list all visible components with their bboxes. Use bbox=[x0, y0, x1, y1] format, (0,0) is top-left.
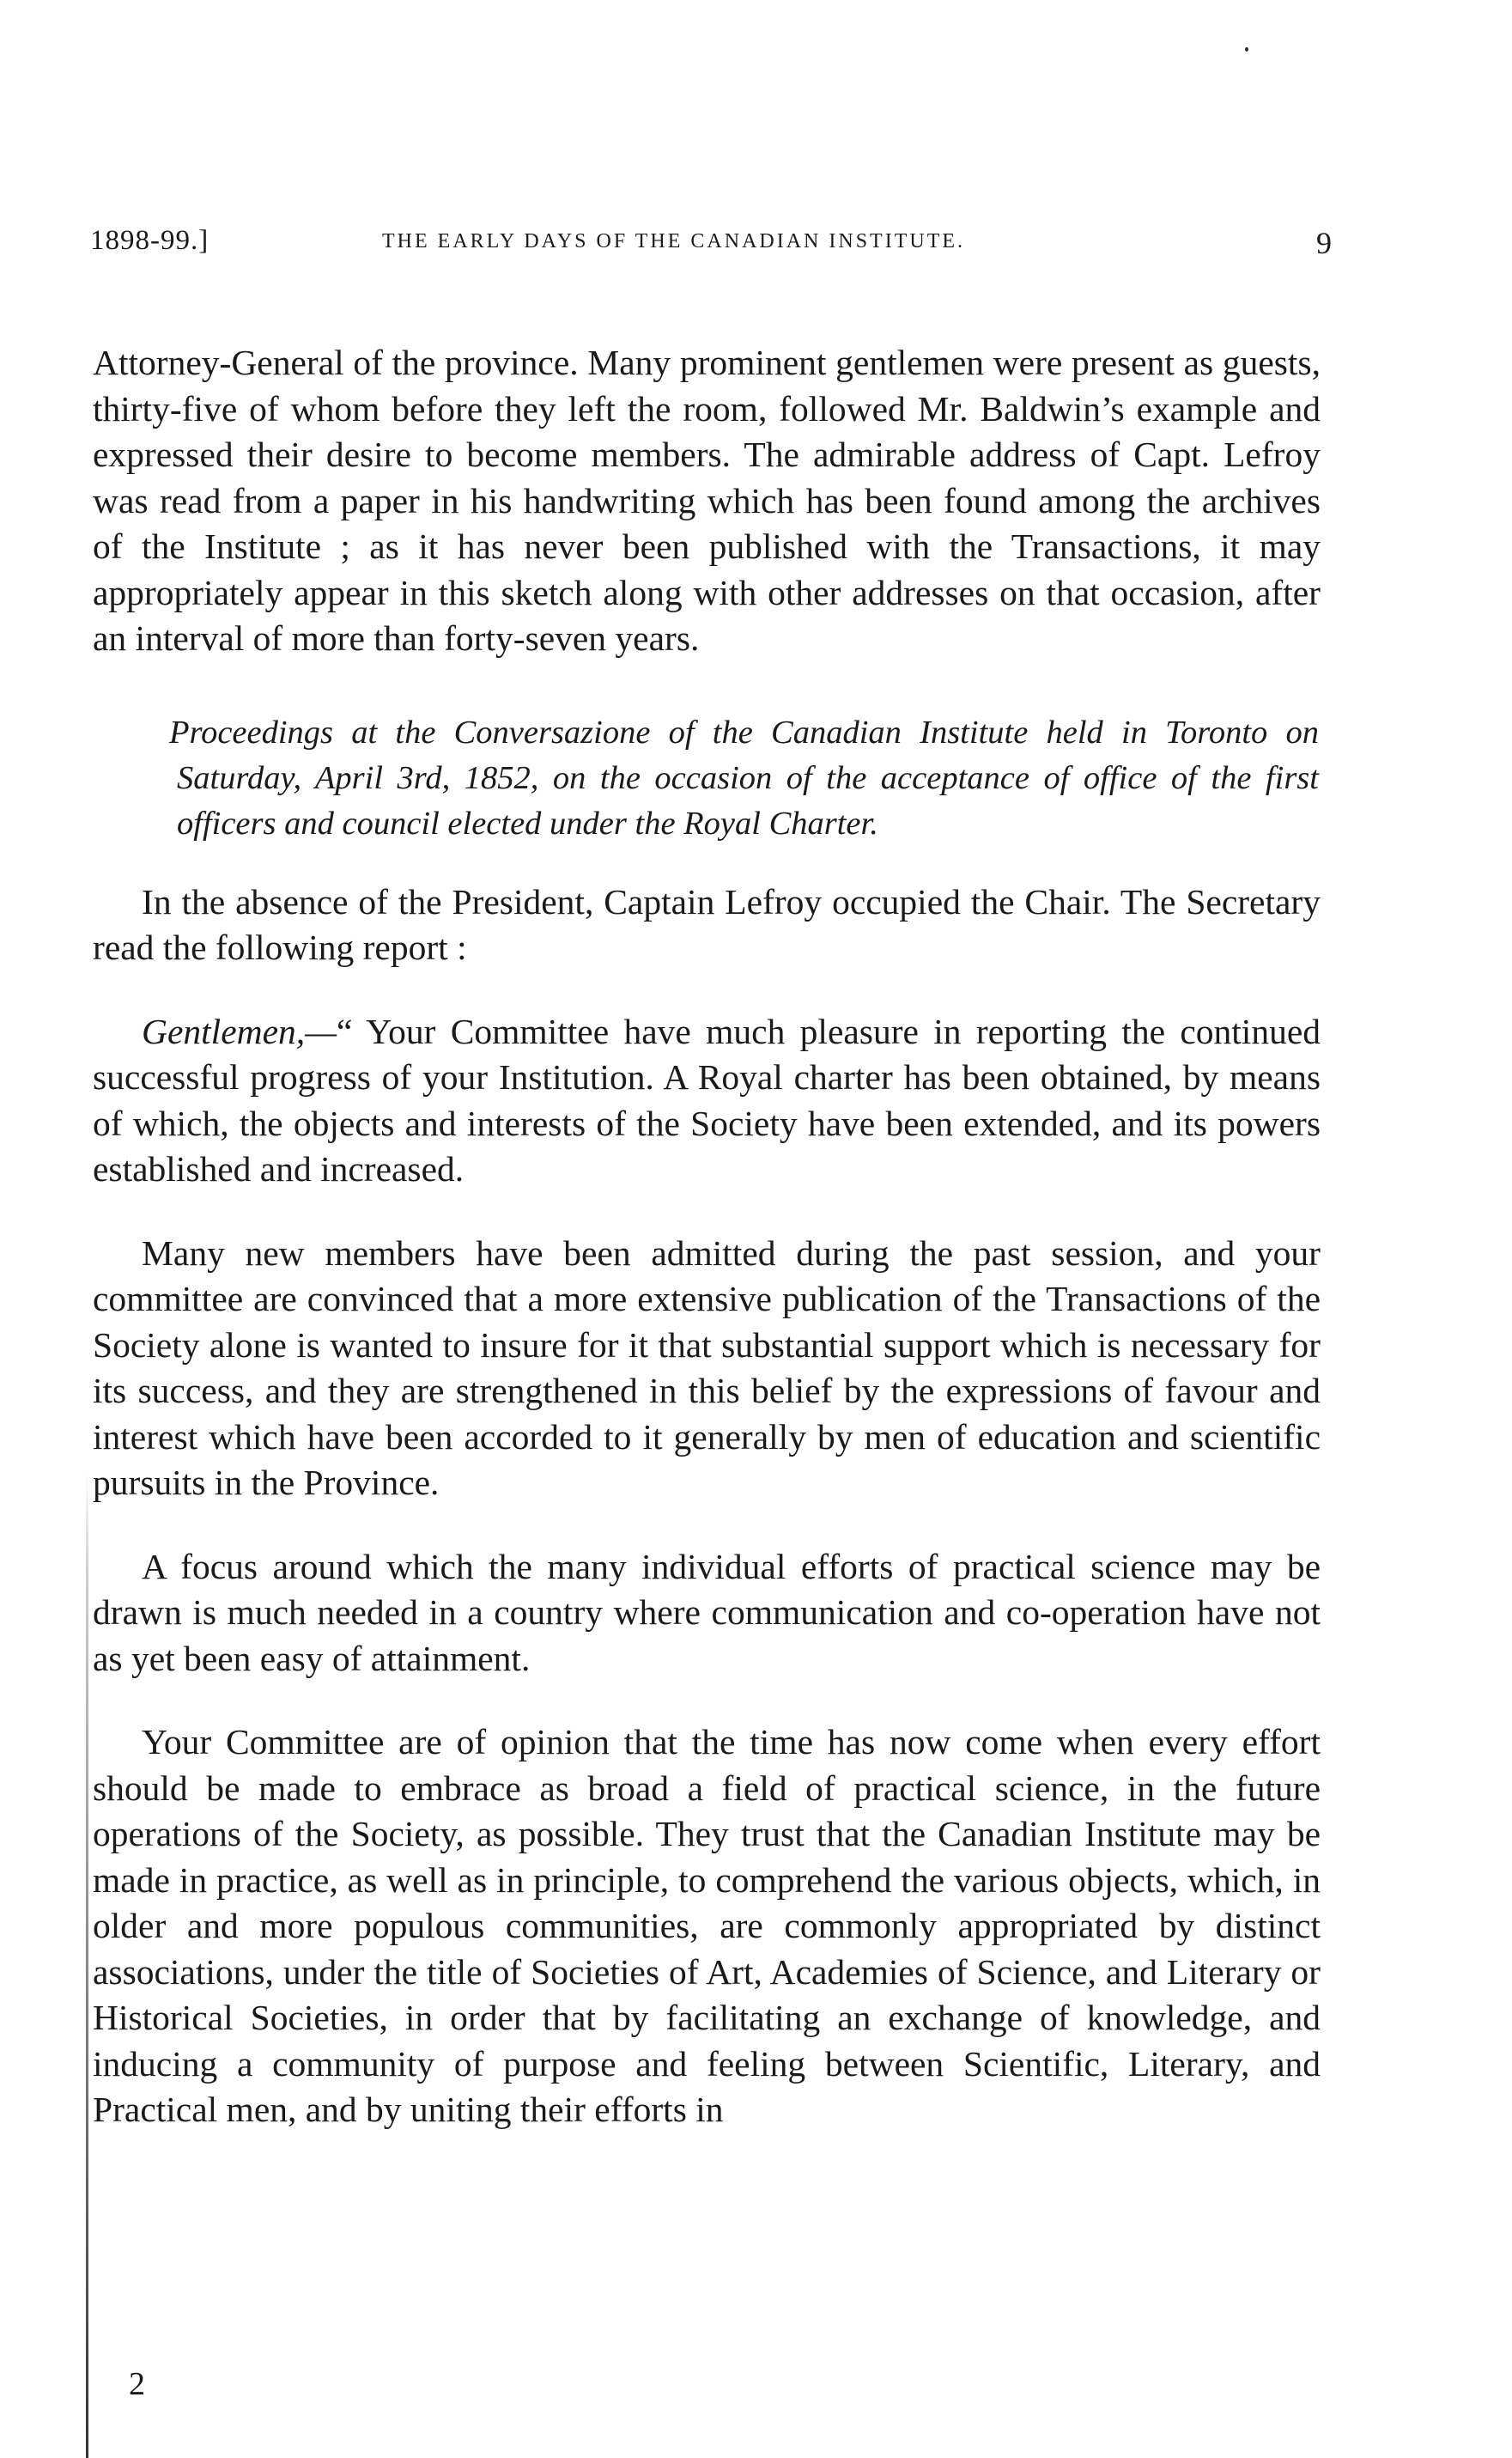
volume-years: 1898-99.] bbox=[90, 225, 209, 256]
committee-report-text: “ Your Committee have much pleasure in reporting the continued successful progress of your Institution. A Royal charter has been obtained, by means of which, the objects and interests of the Society have been extended, and its powers established and increased. bbox=[93, 1011, 1321, 1189]
running-head bbox=[90, 225, 1332, 277]
paragraph-absence-of-president: In the absence of the President, Captain Lefroy occupied the Chair. The Secretary read the following report : bbox=[93, 881, 1321, 967]
proceedings-heading: Proceedings at the Conversazione of the Canadian Institute held in Toronto on Saturday, April 3rd, 1852, on the occasion of the acceptance of office of the first officers and council elected under the Royal Charter. bbox=[169, 714, 1319, 842]
running-title: THE EARLY DAYS OF THE CANADIAN INSTITUTE. bbox=[382, 230, 966, 252]
paragraph-new-members: Many new members have been admitted during the past session, and your committee are convinced that a more extensive publication of the Transactions of the Society alone is wanted to insure for it that substantial support which is necessary for its success, and they are strengthened in this belief by the expressions of favour and interest which have been accorded to it generally by men of education and scientific pursuits in the Province. bbox=[93, 1232, 1321, 1502]
page-number: 9 bbox=[1316, 226, 1332, 260]
paragraph-focus-of-science: A focus around which the many individual efforts of practical science may be drawn is much needed in a country where communication and co-operation have not as yet been easy of attainment. bbox=[93, 1546, 1321, 1678]
salutation: Gentlemen,— bbox=[142, 1011, 337, 1051]
binding-margin-shadow bbox=[86, 1470, 88, 2458]
paragraph-committee-report bbox=[93, 1009, 1321, 1193]
body-text bbox=[93, 340, 1321, 2133]
signature-mark: 2 bbox=[129, 2366, 145, 2402]
paragraph-committee-opinion: Your Committee are of opinion that the time has now come when every effort should be made to embrace as broad a field of practical science, in the future operations of the Society, as possible. They trust that the Canadian Institute may be made in practice, as well as in principle, to comprehend the various objects, which, in older and more populous communities, are commonly appropriated by distinct associations, under the title of Societies of Art, Academies of Science, and Literary or Historical Societies, in order that by facilitating an exchange of knowledge, and inducing a community of purpose and feeling between Scientific, Literary, and Practical men, and by uniting their efforts in bbox=[93, 1722, 1321, 2129]
paragraph-attorney-general: Attorney-General of the province. Many prominent gentlemen were present as guests, thirty-five of whom before they left the room, followed Mr. Baldwin’s example and expressed their desire to become members. The admirable address of Capt. Lefroy was read from a paper in his handwriting which has been found among the archives of the Institute ; as it has never been published with the Transactions, it may appropriately appear in this sketch along with other addresses on that occasion, after an interval of more than forty-seven years. bbox=[93, 343, 1321, 658]
ink-speck bbox=[1245, 47, 1248, 52]
